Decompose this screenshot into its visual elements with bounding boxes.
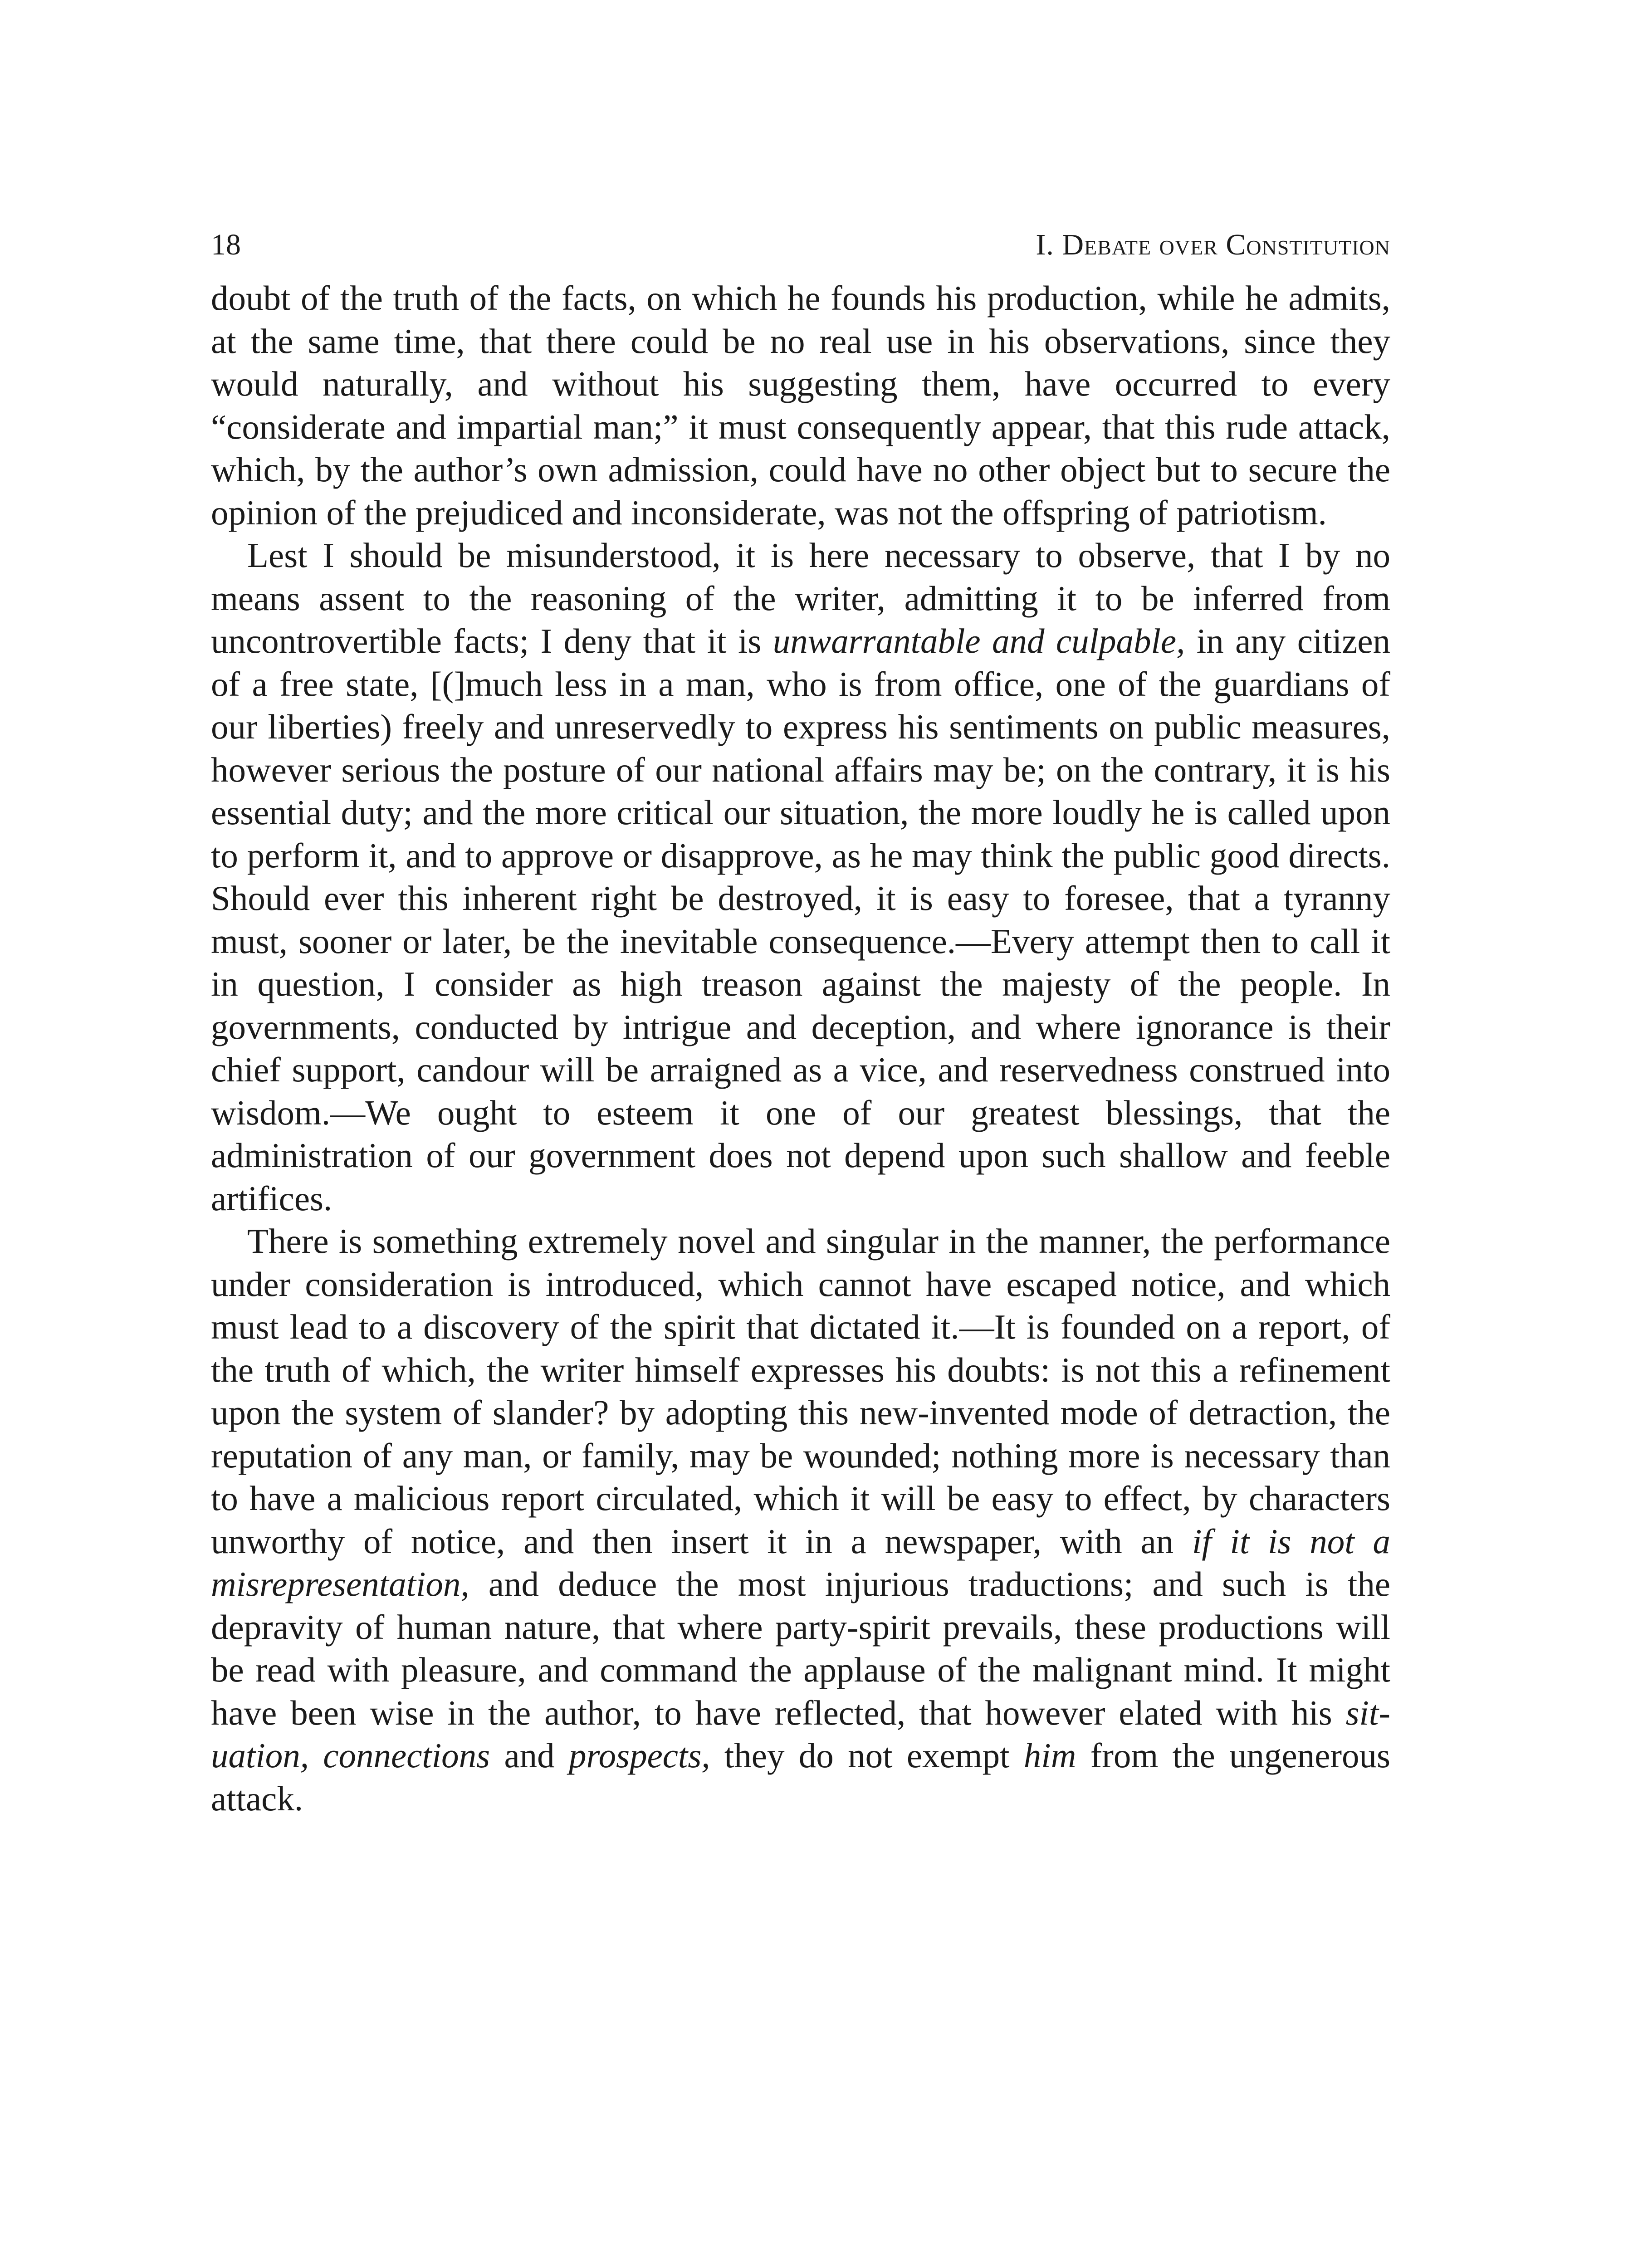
document-page: [211, 218, 1390, 1820]
running-head-title: I. Debate over Constitution: [1036, 228, 1390, 261]
italic-phrase: prospects,: [569, 1736, 710, 1775]
page-number: 18: [211, 228, 241, 261]
italic-phrase: situation, connections: [211, 1693, 1390, 1775]
paragraph-text: There is something extremely novel and singular in the manner, the performance under consideration is introduced, which cannot have escaped notice, and which must lead to a discovery of the spirit that dictated it.—It is founded on a report, of the truth of which, the writer himself expresses his doubts: is not this a refinement upon the system of slander? by adopting this new-invented mode of detraction, the reputation of any man, or family, may be wounded; nothing more is necessary than to have a malicious report circulated, which it will be easy to effect, by characters unworthy of notice, and then insert it in a newspaper, with an: [211, 1222, 1390, 1561]
paragraph-text: they do not exempt: [710, 1736, 1024, 1775]
paragraph-text: from the ungenerous attack.: [211, 1736, 1390, 1818]
paragraph-3: [211, 1220, 1390, 1820]
italic-phrase: unwarrantable and culpable,: [772, 621, 1185, 660]
paragraph-text: and: [490, 1736, 569, 1775]
paragraph-text: in any citizen of a free state, [(]much less in a man, who is from office, one of the guardians of our liberties) freely and unreservedly to express his sentiments on public measures, however serious the posture of our national affairs may be; on the contrary, it is his essential duty; and the more critical our situation, the more loudly he is called upon to perform it, and to approve or disapprove, as he may think the public good directs. Should ever this inherent right be destroyed, it is easy to foresee, that a tyranny must, sooner or later, be the inevitable consequence.—Every attempt then to call it in question, I consider as high treason against the majesty of the people. In governments, conducted by intrigue and deception, and where ignorance is their chief support, candour will be arraigned as a vice, and reservedness construed into wisdom.—We ought to esteem it one of our greatest blessings, that the administration of our government does not depend upon such shallow and feeble artifices.: [211, 621, 1391, 1218]
paragraph-2: [211, 534, 1390, 1220]
paragraph-text: doubt of the truth of the facts, on which he founds his production, while he admits, at the same time, that there could be no real use in his observations, since they would naturally, and without his suggesting them, have occurred to every “considerate and impartial man;” it must consequently appear, that this rude attack, which, by the author’s own admission, could have no other object but to secure the opinion of the prejudiced and inconsiderate, was not the offspring of patriotism.: [211, 279, 1390, 532]
paragraph-1: [211, 277, 1390, 534]
italic-phrase: him: [1023, 1736, 1076, 1775]
italic-phrase: if it is not a misrepresentation,: [211, 1521, 1391, 1603]
paragraph-text: and deduce the most injurious traductions; and such is the depravity of human nature, that where party-spirit prevails, these productions will be read with pleasure, and command the applause of the malignant mind. It might have been wise in the author, to have reflected, that however elated with his: [211, 1564, 1390, 1732]
paragraph-text: Lest I should be misunderstood, it is here necessary to observe, that I by no means assent to the reasoning of the writer, admitting it to be inferred from uncontrovertible facts; I deny that it is: [211, 536, 1390, 660]
running-header: [211, 218, 1390, 272]
body-text: [211, 277, 1390, 1820]
